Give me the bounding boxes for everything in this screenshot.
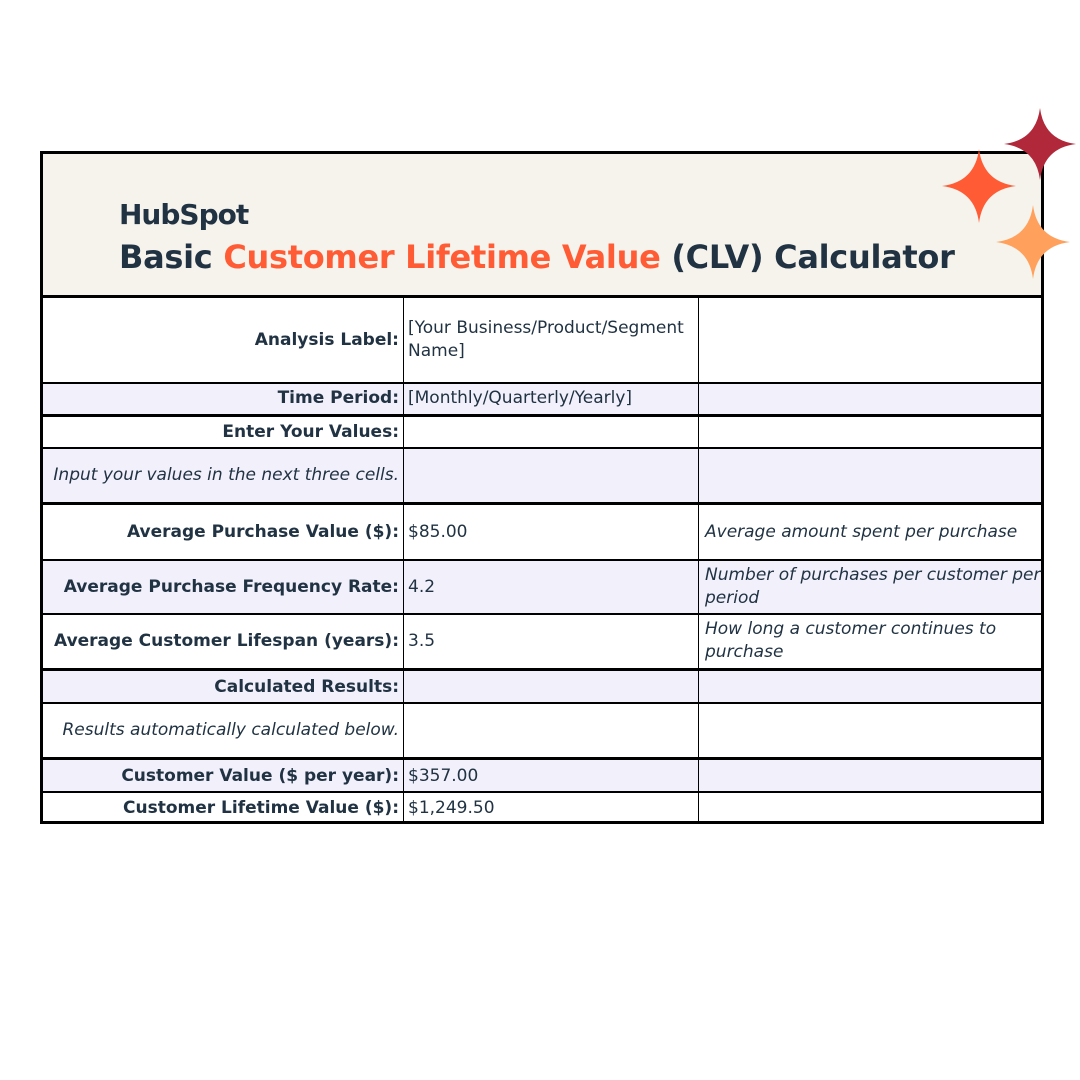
sheet-header bbox=[43, 154, 1041, 298]
clv-calculator-sheet bbox=[40, 151, 1044, 824]
page-title bbox=[119, 238, 955, 276]
row-value bbox=[404, 448, 699, 502]
table-row bbox=[43, 760, 1041, 792]
row-note bbox=[699, 416, 1041, 448]
table-row bbox=[43, 505, 1041, 559]
row-note: How long a customer continues to purchase bbox=[705, 619, 997, 662]
row-value bbox=[404, 703, 699, 757]
title-part-3: (CLV) Calculator bbox=[660, 238, 955, 276]
row-divider bbox=[43, 414, 1041, 417]
row-value bbox=[404, 671, 699, 703]
table-row bbox=[43, 792, 1041, 824]
sparkle-light-orange-icon bbox=[996, 205, 1070, 279]
title-part-1: Basic bbox=[119, 238, 224, 276]
row-divider bbox=[43, 613, 1041, 615]
row-label: Analysis Label: bbox=[43, 298, 404, 382]
row-note bbox=[699, 792, 1041, 824]
table-row bbox=[43, 560, 1041, 614]
row-label: Input your values in the next three cells. bbox=[43, 448, 404, 502]
row-label: Customer Lifetime Value ($): bbox=[43, 792, 404, 824]
row-divider bbox=[43, 757, 1041, 760]
row-note bbox=[699, 760, 1041, 792]
row-label: Average Purchase Frequency Rate: bbox=[43, 560, 404, 614]
hubspot-logo: HubSpot bbox=[119, 198, 249, 231]
row-label: Results automatically calculated below. bbox=[43, 703, 404, 757]
section-heading-row bbox=[43, 416, 1041, 448]
row-divider bbox=[43, 791, 1041, 793]
customer-value-result: $357.00 bbox=[404, 760, 699, 792]
row-note bbox=[699, 448, 1041, 502]
row-value[interactable]: [Your Business/Product/Segment Name] bbox=[404, 298, 699, 382]
row-value bbox=[404, 416, 699, 448]
table-row bbox=[43, 298, 1041, 382]
table-row bbox=[43, 382, 1041, 414]
row-label: Customer Value ($ per year): bbox=[43, 760, 404, 792]
row-label: Calculated Results: bbox=[43, 671, 404, 703]
customer-lifespan-input[interactable]: 3.5 bbox=[404, 614, 699, 668]
customer-lifetime-value-result: $1,249.50 bbox=[404, 792, 699, 824]
purchase-frequency-input[interactable]: 4.2 bbox=[404, 560, 699, 614]
row-divider bbox=[43, 502, 1041, 505]
row-divider bbox=[43, 382, 1041, 384]
row-label: Enter Your Values: bbox=[43, 416, 404, 448]
row-divider bbox=[43, 559, 1041, 561]
table-row bbox=[43, 614, 1041, 668]
row-divider bbox=[43, 447, 1041, 449]
average-purchase-value-input[interactable]: $85.00 bbox=[404, 505, 699, 559]
row-note bbox=[699, 703, 1041, 757]
row-note: Number of purchases per customer per period bbox=[705, 565, 1041, 608]
title-part-2: Customer Lifetime Value bbox=[223, 238, 661, 276]
row-label: Average Purchase Value ($): bbox=[43, 505, 404, 559]
instruction-row bbox=[43, 703, 1041, 757]
row-note bbox=[699, 382, 1041, 414]
row-note bbox=[699, 671, 1041, 703]
instruction-row bbox=[43, 448, 1041, 502]
section-heading-row bbox=[43, 671, 1041, 703]
row-divider bbox=[43, 702, 1041, 704]
row-label: Average Customer Lifespan (years): bbox=[43, 614, 404, 668]
row-divider bbox=[43, 668, 1041, 671]
row-note bbox=[699, 298, 1041, 382]
row-label: Time Period: bbox=[43, 382, 404, 414]
row-value[interactable]: [Monthly/Quarterly/Yearly] bbox=[404, 382, 699, 414]
row-note: Average amount spent per purchase bbox=[705, 521, 1018, 542]
